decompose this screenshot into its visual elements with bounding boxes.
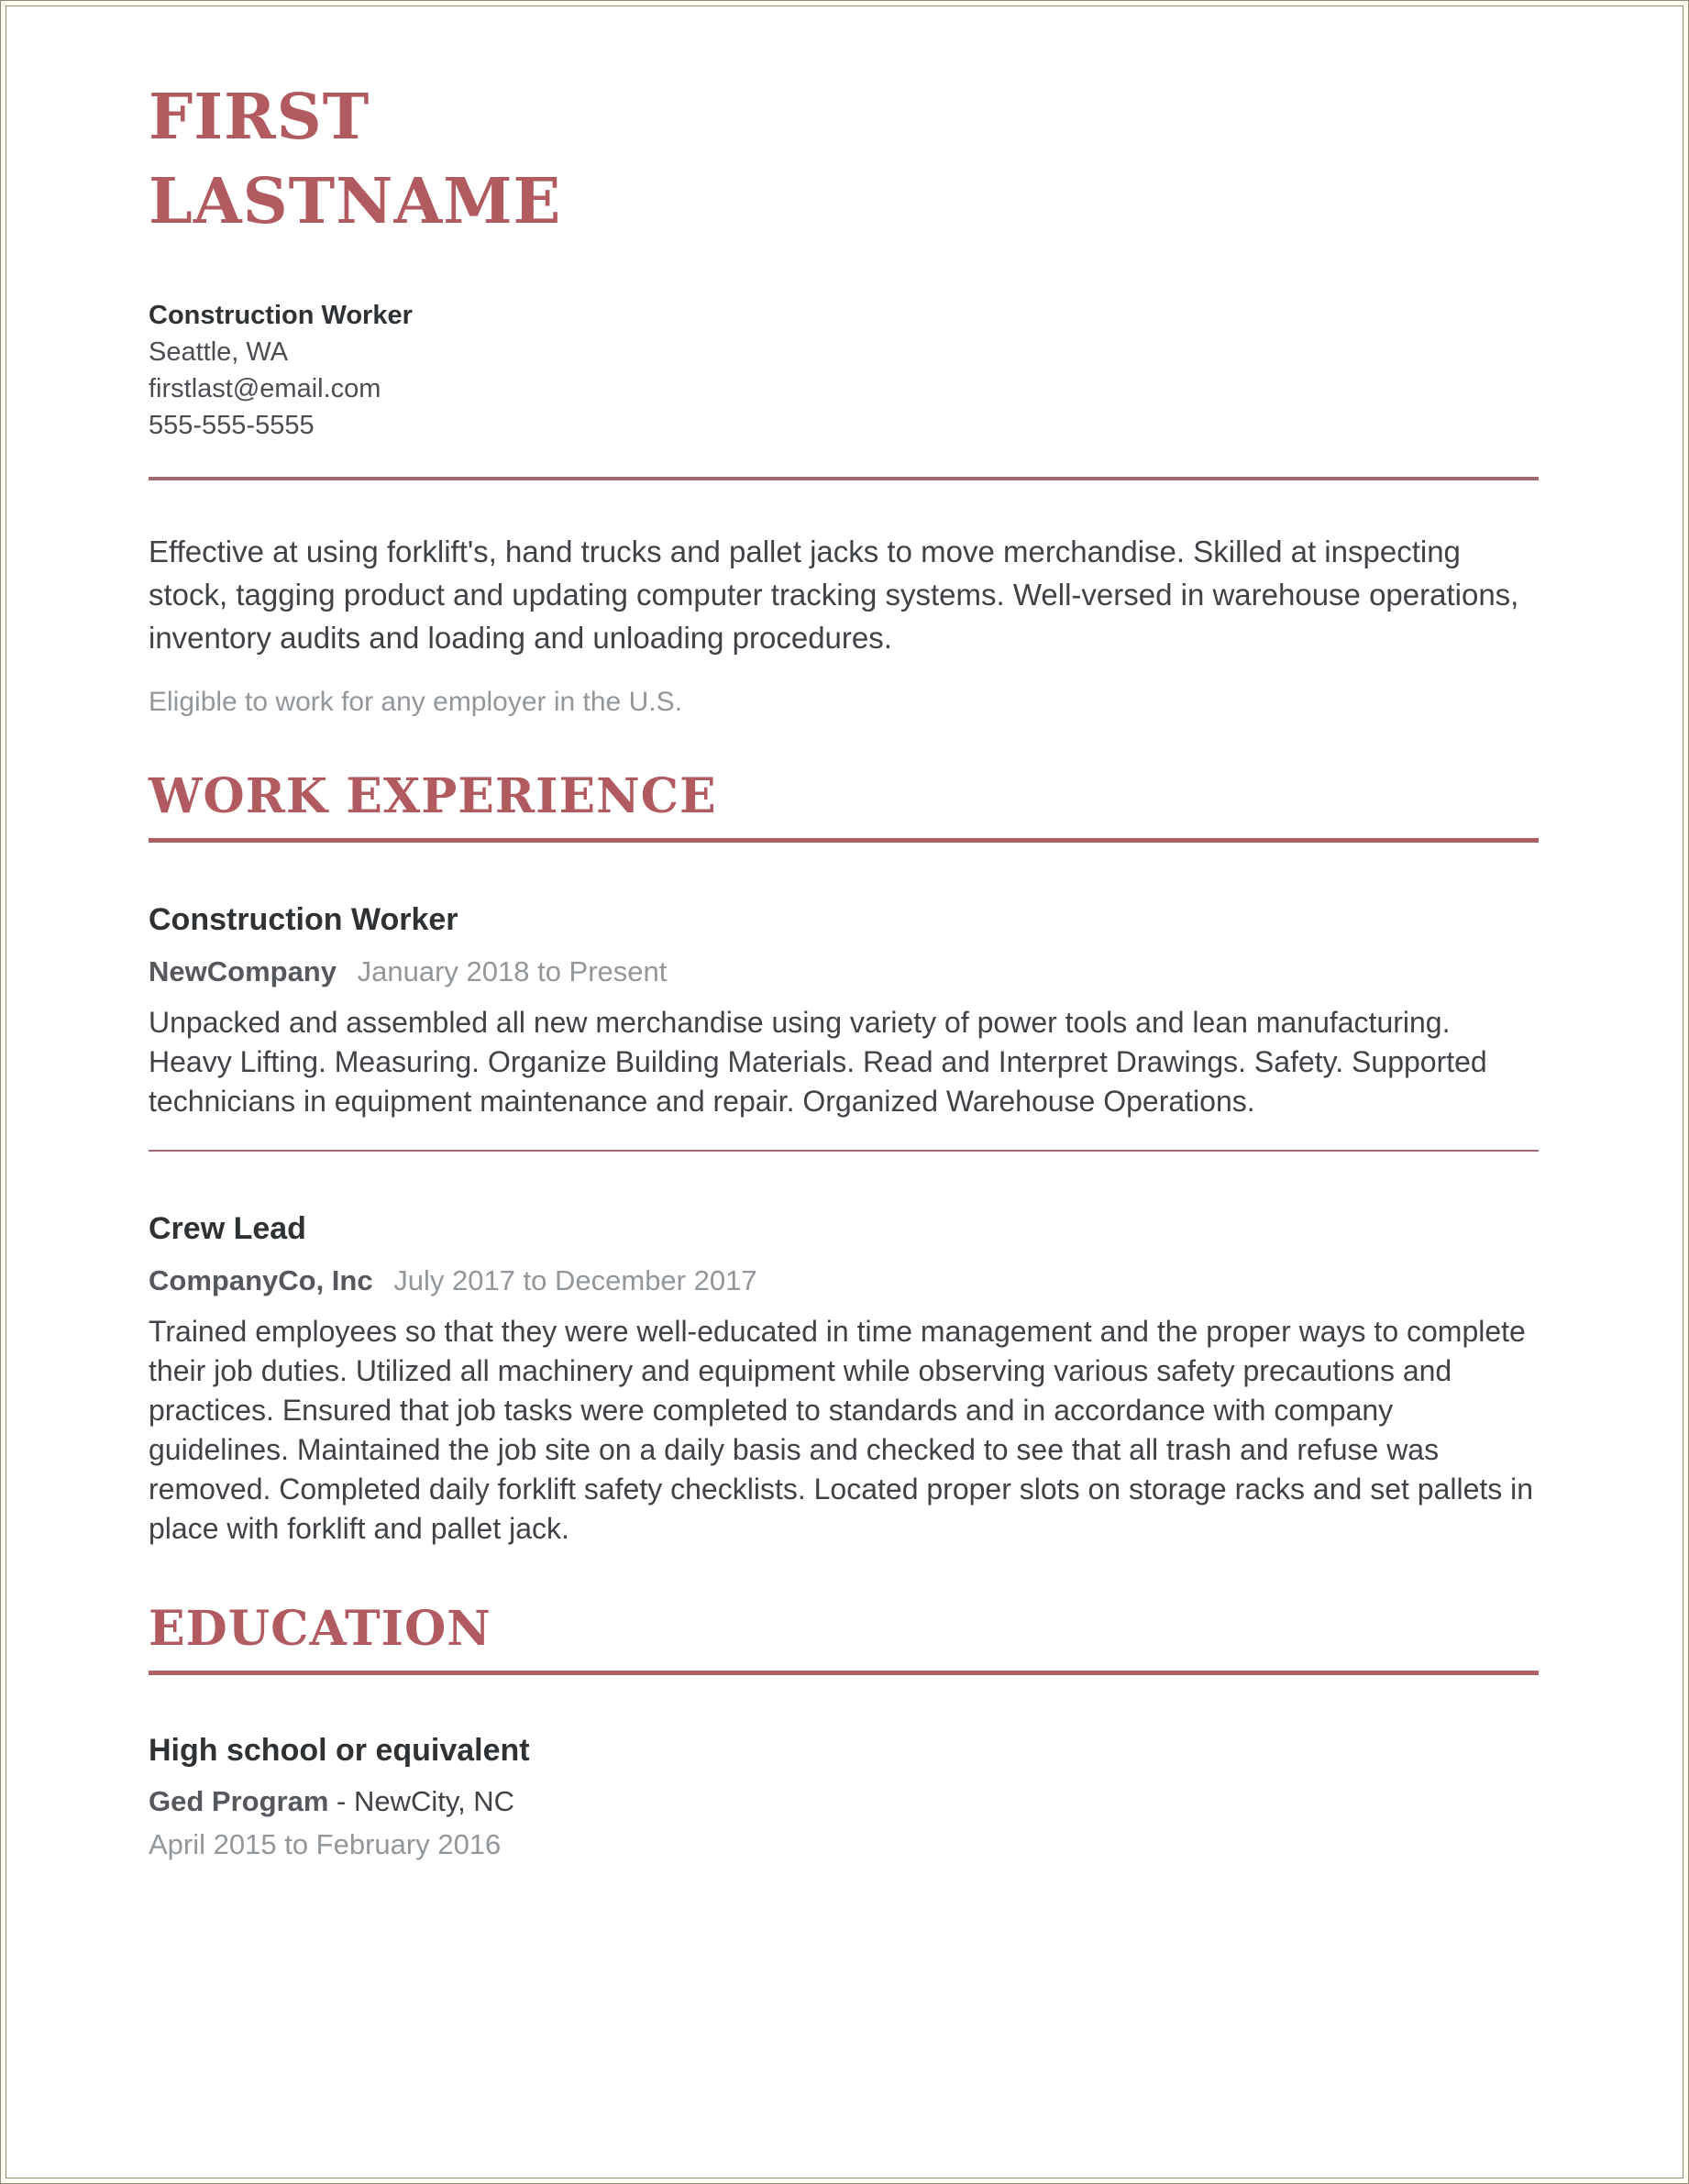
job-title: Construction Worker [149,902,458,937]
job-description: Unpacked and assembled all new merchandise using variety of power tools and lean manufacturing. Heavy Lifting. Measuring. Organize Building Materials. Read and Interpret Drawings. Safety. Supported technicians in equipment maintenance and repair. Organized Warehouse Operations. [149,1006,1487,1118]
education-degree: High school or equivalent [149,1733,530,1768]
work-experience-underline [149,838,1539,843]
job-entry [149,899,1539,1121]
contact-email: firstlast@email.com [149,374,381,403]
summary-paragraph: Effective at using forklift's, hand trucks and pallet jacks to move merchandise. Skilled at inspecting stock, tagging product and updating computer tracking systems. Well-versed in warehouse operations, inventory audits and loading and unloading procedures. [149,535,1519,655]
last-name: LASTNAME [149,165,562,238]
work-experience-section [149,769,1539,1549]
contact-location: Seattle, WA [149,337,289,367]
work-experience-heading: WORK EXPERIENCE [149,768,717,824]
resume-page [6,6,1683,2178]
job-description: Trained employees so that they were well-educated in time management and the proper ways to complete their job duties. Utilized all machinery and equipment while observing various safety precautions and practices. Ensured that job tasks were completed to standards and in accordance with company guidelines. Maintained the job site on a daily basis and checked to see that all trash and refuse was removed. Completed daily forklift safety checklists. Located proper slots on storage racks and set pallets in place with forklift and pallet jack. [149,1315,1534,1545]
first-name: FIRST [149,81,370,154]
education-program-line [149,1783,1539,1820]
education-location: NewCity, NC [353,1785,515,1817]
contact-block [149,297,1539,444]
education-underline [149,1671,1539,1675]
job-company: NewCompany [149,955,337,987]
candidate-name [149,75,1539,244]
header-divider [149,477,1539,480]
education-separator: - [337,1785,347,1817]
job-dates: January 2018 to Present [357,955,668,987]
job-meta [149,1263,1539,1299]
job-divider [149,1150,1539,1152]
job-dates: July 2017 to December 2017 [393,1264,757,1296]
eligibility-note: Eligible to work for any employer in the U.S. [149,687,682,717]
resume-content [6,6,1683,1863]
contact-job-title: Construction Worker [149,301,413,330]
education-program: Ged Program [149,1785,329,1817]
job-meta [149,954,1539,990]
job-title: Crew Lead [149,1211,306,1246]
job-entry [149,1208,1539,1549]
education-heading: EDUCATION [149,1601,491,1657]
job-company: CompanyCo, Inc [149,1264,373,1296]
contact-phone: 555-555-5555 [149,411,315,440]
education-section [149,1602,1539,1863]
education-dates: April 2015 to February 2016 [149,1828,502,1860]
